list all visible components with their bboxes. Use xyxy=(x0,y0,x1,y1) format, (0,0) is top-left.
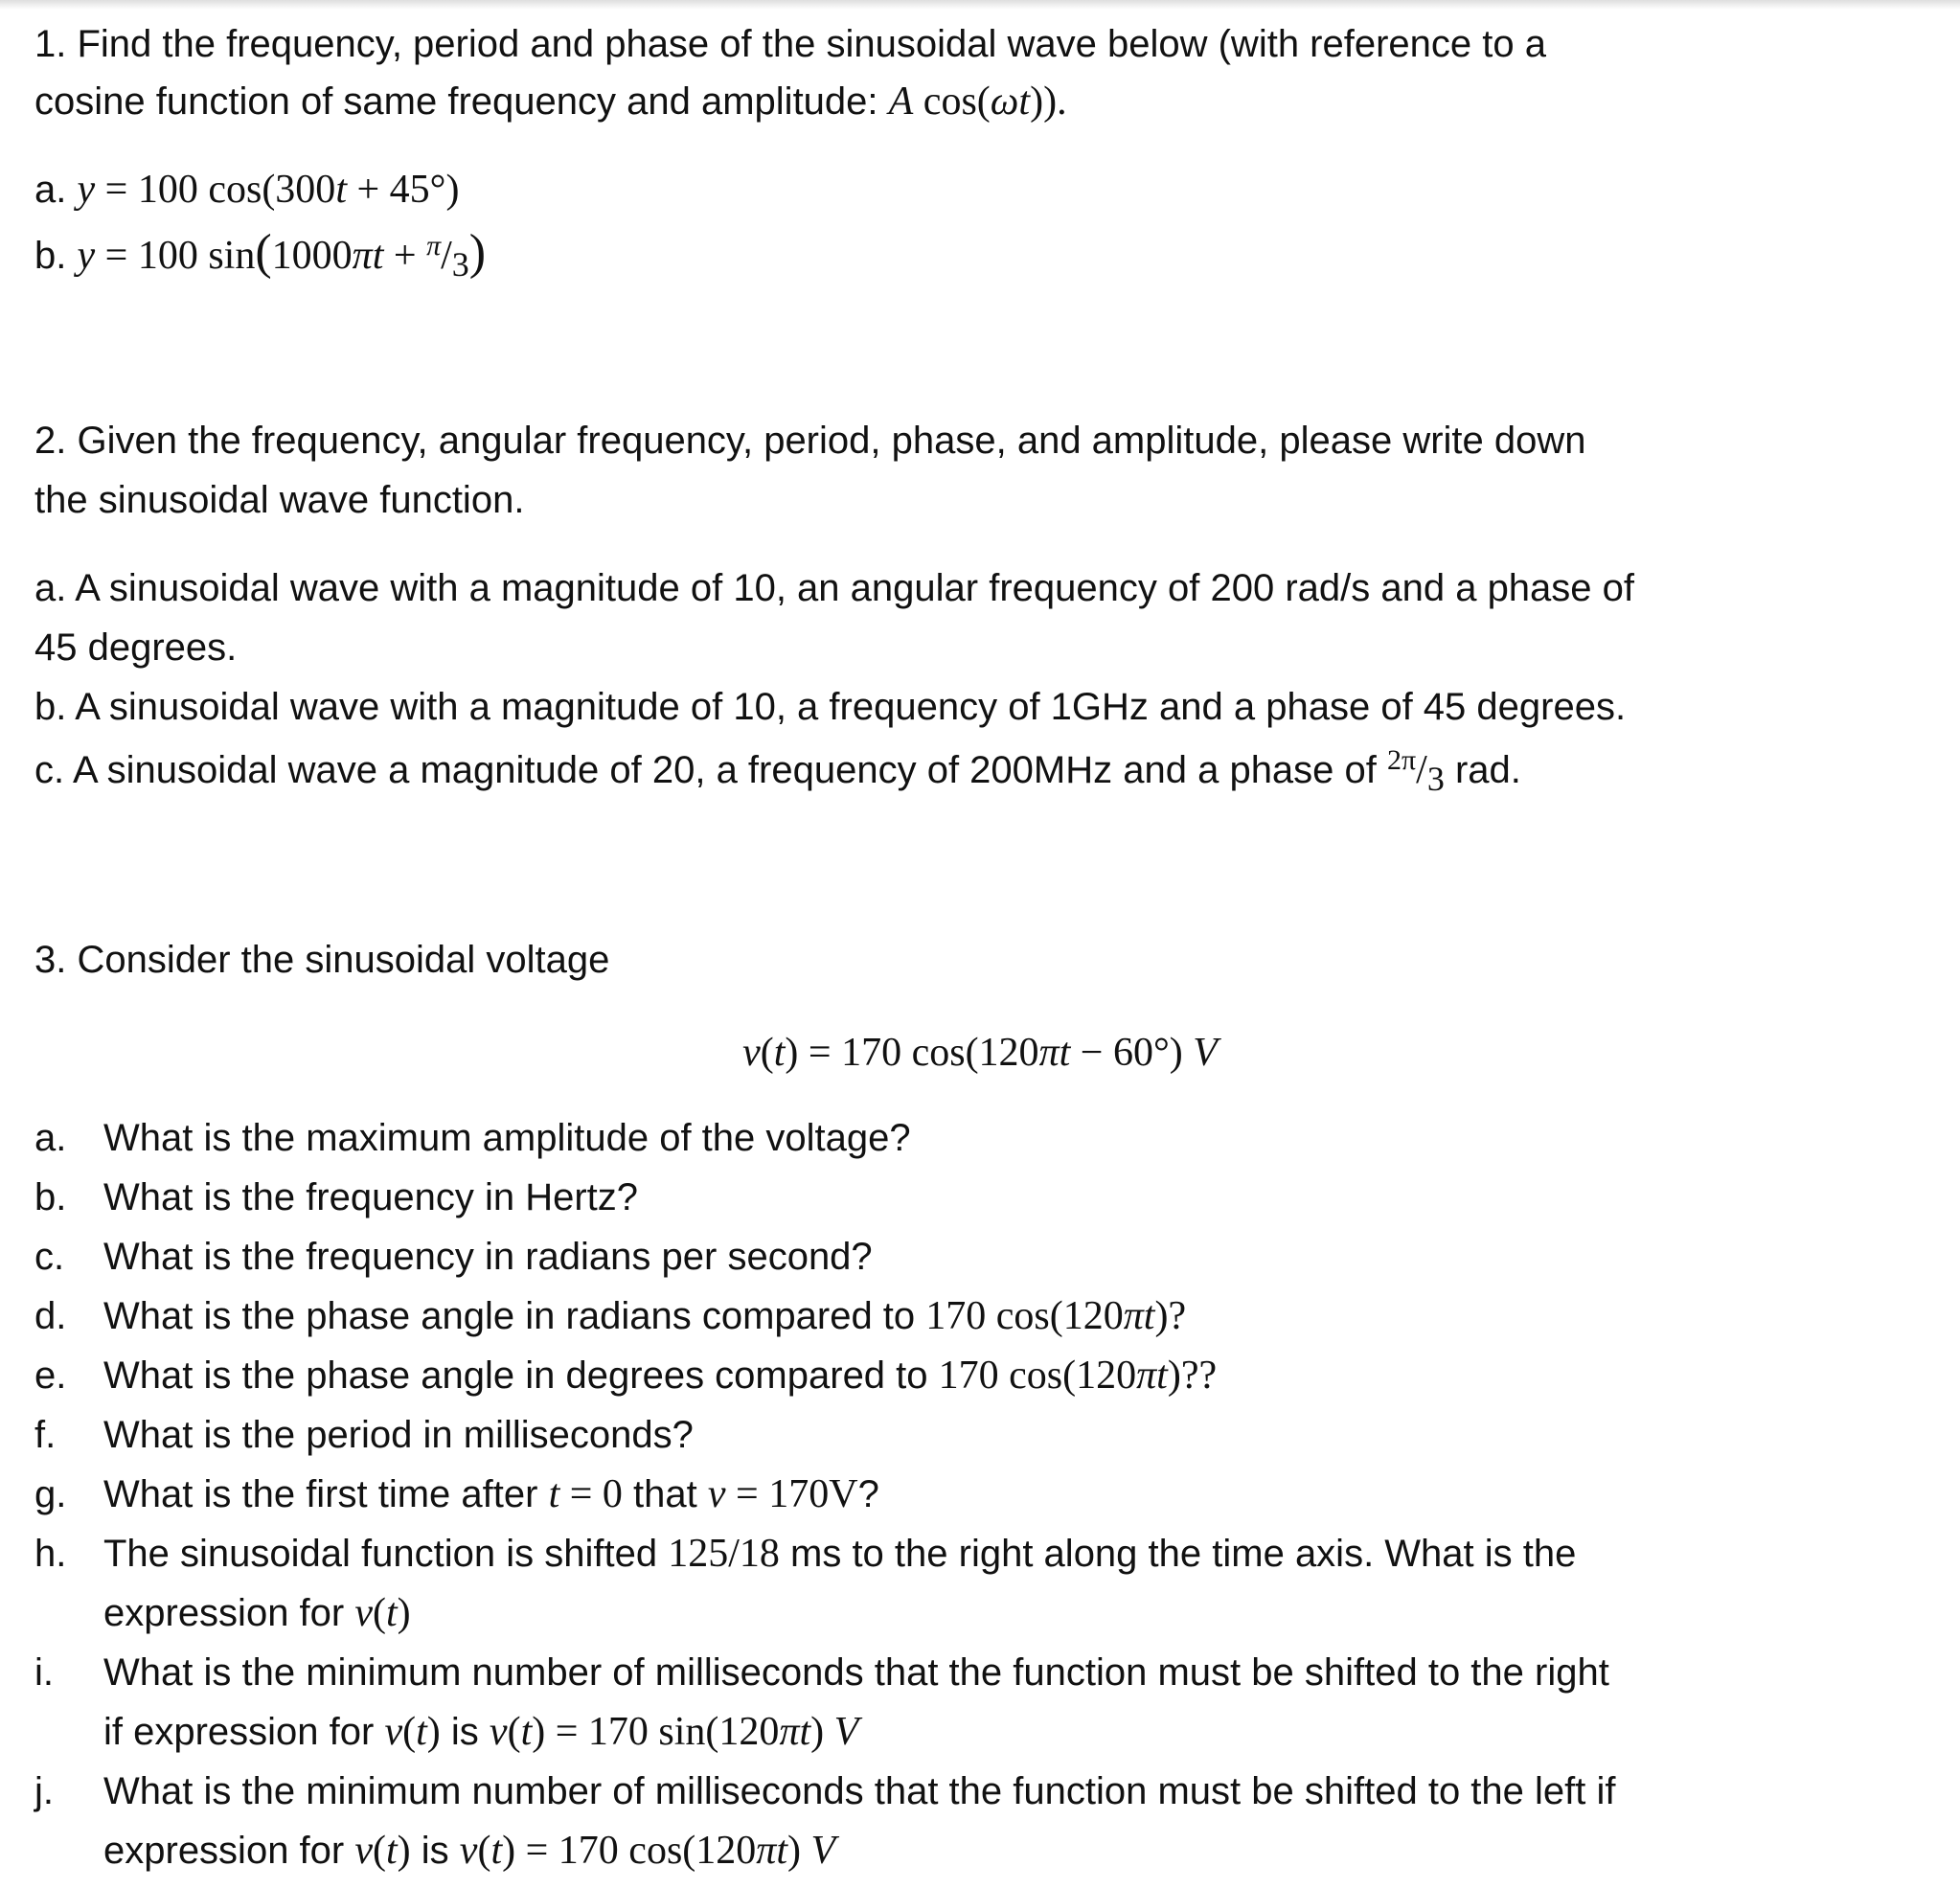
q1-a-y: y xyxy=(77,168,96,212)
q3-intro: 3. Consider the sinusoidal voltage xyxy=(34,939,610,981)
q3-j-line1: What is the minimum number of milliseconds that the function must be shifted to the left if xyxy=(103,1770,1616,1812)
q2-a-line2: 45 degrees. xyxy=(34,626,238,669)
q3-h-text2: ms to the right along the time axis. What is the xyxy=(779,1533,1577,1575)
q3-j-v2: v xyxy=(459,1829,478,1873)
q3-d-item xyxy=(103,1293,1186,1339)
q3-c-text: What is the frequency in radians per second? xyxy=(103,1236,873,1278)
q3-d-text: What is the phase angle in radians compared to xyxy=(103,1295,926,1337)
q3-i-p2: ( xyxy=(507,1710,521,1754)
q3-f-letter: f. xyxy=(34,1414,57,1456)
q3-h-close: ) xyxy=(397,1591,411,1635)
q3-i-is: is xyxy=(440,1711,490,1753)
q3-j-letter: j. xyxy=(34,1770,54,1812)
q1-item-b xyxy=(34,225,487,284)
q3-i-unit: V xyxy=(833,1710,859,1754)
q3-d-formula: 170 cos(120 xyxy=(925,1294,1124,1338)
q3-h-frac: 125/18 xyxy=(668,1532,780,1576)
q3-j-p1: ( xyxy=(373,1829,386,1873)
q3-j-end: ) xyxy=(787,1829,811,1873)
q3-j-unit: V xyxy=(810,1829,836,1873)
q3-j-c1: ) xyxy=(397,1829,411,1873)
q3-g-letter: g. xyxy=(34,1473,67,1515)
q1-b-pit: πt xyxy=(352,234,384,278)
q2-c-line xyxy=(34,744,1521,798)
q3-e-formula: 170 cos(120 xyxy=(938,1354,1137,1398)
q1-b-frac-slash: / xyxy=(441,234,452,278)
q3-j-t2: t xyxy=(490,1829,503,1873)
q3-d-letter: d. xyxy=(34,1295,67,1337)
q3-f-text: What is the period in milliseconds? xyxy=(103,1414,694,1456)
q3-j-p2: ( xyxy=(477,1829,491,1873)
q1-b-prefix: b. xyxy=(34,235,78,277)
q1-formula-wt: ωt xyxy=(990,80,1031,124)
q3-g-val: = 170V xyxy=(725,1472,858,1516)
q2-c-frac-den: 3 xyxy=(1426,760,1445,798)
q3-equation xyxy=(0,1023,1960,1080)
q3-h-paren: ( xyxy=(373,1591,386,1635)
q1-b-frac-den: 3 xyxy=(451,245,469,284)
q2-c-frac-num: 2π xyxy=(1387,744,1417,776)
q1-b-frac-num: π xyxy=(426,230,442,262)
q3-j-line2a: expression for xyxy=(103,1830,355,1872)
q3-g-v: v xyxy=(707,1472,726,1516)
q3-h-letter: h. xyxy=(34,1533,67,1575)
q3-a-text: What is the maximum amplitude of the voltage? xyxy=(103,1117,911,1159)
q1-a-t: t xyxy=(335,168,347,212)
q3-h-line1 xyxy=(103,1531,1576,1577)
q1-b-arg: 1000 xyxy=(271,234,353,278)
q3-eq-mid: ) = 170 cos(120 xyxy=(785,1031,1039,1075)
q3-eq-end: − 60°) xyxy=(1070,1031,1194,1075)
q2-a-line1: a. A sinusoidal wave with a magnitude of 10, an angular frequency of 200 rad/s and a phase of xyxy=(34,567,1635,609)
q2-line2: the sinusoidal wave function. xyxy=(34,479,525,521)
q3-j-v1: v xyxy=(354,1829,373,1873)
q3-eq-unit: V xyxy=(1193,1031,1218,1075)
q3-i-pit: πt xyxy=(779,1710,811,1754)
q1-formula-cos: cos( xyxy=(913,80,991,124)
q2-c-frac-slash: / xyxy=(1416,748,1427,792)
q1-item-a xyxy=(34,167,459,213)
q3-eq-v: v xyxy=(742,1031,761,1075)
q3-i-v1: v xyxy=(384,1710,403,1754)
q3-d-end: )? xyxy=(1154,1294,1187,1338)
q3-i-line1: What is the minimum number of milliseconds that the function must be shifted to the right xyxy=(103,1651,1609,1694)
q3-eq-t: t xyxy=(773,1031,786,1075)
q1-line1: 1. Find the frequency, period and phase of the sinusoidal wave below (with reference to a xyxy=(34,23,1546,65)
q3-e-item xyxy=(103,1353,1217,1399)
q3-eq-pit: πt xyxy=(1038,1031,1071,1075)
q3-i-t1: t xyxy=(416,1710,427,1754)
q1-formula-end: )). xyxy=(1030,80,1067,124)
q3-h-line2 xyxy=(103,1590,411,1636)
q1-b-plus: + xyxy=(383,234,427,278)
q3-d-pit: πt xyxy=(1123,1294,1155,1338)
q3-i-v2: v xyxy=(489,1710,508,1754)
q2-c-end: rad. xyxy=(1444,749,1521,791)
q3-e-letter: e. xyxy=(34,1354,67,1397)
q3-e-text: What is the phase angle in degrees compared to xyxy=(103,1354,939,1397)
q3-h-t: t xyxy=(386,1591,398,1635)
q1-a-prefix: a. xyxy=(34,169,78,211)
q1-a-end: + 45°) xyxy=(346,168,460,212)
q1-b-open: ( xyxy=(255,225,272,280)
q3-i-eq: ) = 170 sin(120 xyxy=(532,1710,780,1754)
q3-h-line2a: expression for xyxy=(103,1592,355,1634)
q3-g-end: ? xyxy=(857,1473,879,1515)
q3-i-line2 xyxy=(103,1709,858,1755)
q3-i-letter: i. xyxy=(34,1651,54,1694)
q1-line2-text: cosine function of same frequency and amplitude: xyxy=(34,80,889,123)
q2-c-text: c. A sinusoidal wave a magnitude of 20, a frequency of 200MHz and a phase of xyxy=(34,749,1388,791)
q3-j-t1: t xyxy=(386,1829,398,1873)
q1-formula-a: A xyxy=(888,80,914,124)
q3-i-c1: ) xyxy=(426,1710,441,1754)
q1-b-close: ) xyxy=(468,225,487,280)
q3-e-pit: πt xyxy=(1136,1354,1168,1398)
q3-h-v: v xyxy=(354,1591,373,1635)
q3-j-is: is xyxy=(410,1830,460,1872)
q3-c-letter: c. xyxy=(34,1236,65,1278)
q3-b-letter: b. xyxy=(34,1176,67,1218)
q1-b-rest: = 100 sin xyxy=(95,234,256,278)
q3-i-t2: t xyxy=(520,1710,533,1754)
q3-j-pit: πt xyxy=(756,1829,787,1873)
q1-b-y: y xyxy=(77,234,96,278)
q2-b-line: b. A sinusoidal wave with a magnitude of 10, a frequency of 1GHz and a phase of 45 degrees. xyxy=(34,686,1627,728)
q3-i-p1: ( xyxy=(402,1710,417,1754)
q3-g-t: t xyxy=(548,1472,560,1516)
q3-g-text2: that xyxy=(622,1473,708,1515)
q3-e-end: )?? xyxy=(1167,1354,1218,1398)
q3-eq-open: ( xyxy=(760,1031,774,1075)
q3-g-item xyxy=(103,1471,879,1517)
q3-j-eq: ) = 170 cos(120 xyxy=(502,1829,757,1873)
top-edge-shadow xyxy=(0,0,1960,10)
q3-j-line2 xyxy=(103,1828,835,1874)
q3-i-line2a: if expression for xyxy=(103,1711,385,1753)
q1-line2 xyxy=(34,79,1067,125)
q3-h-text1: The sinusoidal function is shifted xyxy=(103,1533,669,1575)
q3-g-eq: = 0 xyxy=(559,1472,623,1516)
q3-i-end: ) xyxy=(810,1710,834,1754)
q2-line1: 2. Given the frequency, angular frequency, period, phase, and amplitude, please write down xyxy=(34,420,1586,462)
q3-a-letter: a. xyxy=(34,1117,67,1159)
q3-g-text1: What is the first time after xyxy=(103,1473,549,1515)
q3-b-text: What is the frequency in Hertz? xyxy=(103,1176,639,1218)
q1-a-rest: = 100 cos(300 xyxy=(95,168,336,212)
